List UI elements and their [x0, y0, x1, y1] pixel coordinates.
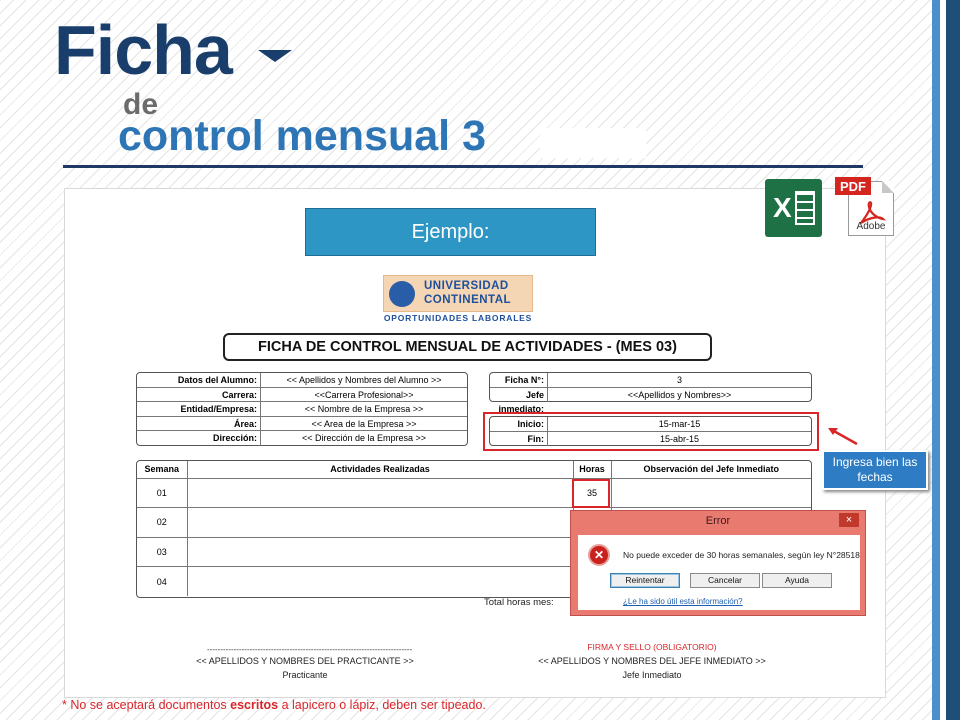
info-row — [137, 431, 467, 446]
dates-table — [489, 416, 812, 446]
intern-role: Practicante — [282, 670, 328, 680]
info-label: Entidad/Empresa: — [137, 402, 261, 416]
info-row — [490, 373, 811, 388]
week-cell: 02 — [137, 508, 187, 538]
footer-note-text-end: a lapicero o lápiz, deben ser tipeado. — [278, 698, 486, 712]
info-row — [137, 373, 467, 388]
title-divider — [63, 165, 863, 168]
arrow-icon — [826, 425, 860, 447]
pdf-badge: PDF — [835, 177, 871, 195]
error-icon: ✕ — [588, 544, 610, 566]
footer-note — [62, 698, 486, 712]
stamp-required-label: FIRMA Y SELLO (OBLIGATORIO) — [587, 642, 717, 652]
info-row — [137, 402, 467, 417]
help-link[interactable]: ¿Le ha sido útil esta información? — [623, 597, 743, 606]
footer-note-text: * No se aceptará documentos — [62, 698, 231, 712]
info-row — [490, 417, 811, 432]
activities-cell[interactable] — [187, 537, 573, 567]
activities-cell[interactable] — [187, 508, 573, 538]
total-hours-label: Total horas mes: — [484, 597, 554, 608]
info-label: Carrera: — [137, 388, 261, 402]
logo-line-1: UNIVERSIDAD — [424, 280, 509, 292]
info-row — [137, 417, 467, 432]
pdf-icon-caption: Adobe — [856, 221, 886, 232]
hours-highlight — [572, 479, 610, 508]
info-row — [490, 388, 811, 414]
university-emblem-icon — [389, 281, 415, 307]
info-label: Jefe inmediato: — [490, 388, 548, 403]
slide-title-connector: de — [123, 88, 159, 121]
intern-name-placeholder: << APELLIDOS Y NOMBRES DEL PRACTICANTE >> — [196, 656, 414, 666]
week-cell: 04 — [137, 567, 187, 597]
chevron-down-icon — [258, 50, 292, 62]
ficha-info-table — [489, 372, 812, 414]
info-row — [137, 388, 467, 403]
error-message: No puede exceder de 30 horas semanales, según ley N°28518 — [623, 550, 860, 560]
info-value[interactable]: << Apellidos y Nombres del Alumno >> — [286, 375, 442, 385]
info-value[interactable]: << Nombre de la Empresa >> — [304, 404, 424, 415]
info-label: Inicio: — [490, 417, 548, 431]
side-bar-dark — [946, 0, 960, 720]
column-header: Actividades Realizadas — [187, 461, 573, 478]
column-header: Observación del Jefe Inmediato — [611, 461, 811, 478]
retry-button[interactable]: Reintentar — [610, 573, 680, 588]
help-button[interactable]: Ayuda — [762, 573, 832, 588]
side-bar-accent — [932, 0, 940, 720]
boss-role: Jefe Inmediato — [622, 670, 682, 680]
dialog-title: Error — [705, 515, 731, 527]
footer-note-bold: escritos — [230, 698, 279, 712]
logo-line-2: CONTINENTAL — [424, 294, 512, 306]
info-value[interactable]: <<Carrera Profesional>> — [314, 389, 414, 400]
form-title: FICHA DE CONTROL MENSUAL DE ACTIVIDADES - (MES 03) — [223, 333, 712, 361]
title-highlight-box — [540, 128, 646, 158]
info-label: Datos del Alumno: — [137, 373, 261, 387]
start-date-value[interactable]: 15-mar-15 — [658, 419, 701, 429]
dates-callout: Ingresa bien las fechas — [822, 450, 928, 490]
logo-subtitle: OPORTUNIDADES LABORALES — [383, 313, 533, 323]
dialog-body — [578, 535, 860, 610]
slide-subtitle: control mensual 3 — [118, 112, 486, 160]
hours-cell[interactable]: 35 — [573, 478, 611, 508]
activities-cell[interactable] — [187, 478, 573, 508]
week-cell: 01 — [137, 478, 187, 508]
excel-icon[interactable] — [765, 179, 822, 237]
info-row — [490, 432, 811, 447]
error-dialog — [570, 510, 866, 616]
end-date-value[interactable]: 15-abr-15 — [659, 433, 700, 444]
info-label: Área: — [137, 417, 261, 431]
week-cell: 03 — [137, 537, 187, 567]
excel-icon-letter: X — [773, 192, 792, 223]
observation-cell[interactable] — [611, 478, 811, 508]
info-value[interactable]: << Dirección de la Empresa >> — [301, 433, 427, 444]
activities-cell[interactable] — [187, 567, 573, 597]
student-info-table — [136, 372, 468, 446]
example-label-box: Ejemplo: — [305, 208, 596, 256]
close-icon[interactable]: × — [839, 513, 859, 527]
table-row — [137, 478, 811, 508]
excel-icon-grid — [795, 191, 815, 225]
info-value[interactable]: << Area de la Empresa >> — [311, 418, 417, 429]
cancel-button[interactable]: Cancelar — [690, 573, 760, 588]
info-label: Ficha N°: — [490, 373, 548, 387]
column-header: Horas — [573, 461, 611, 478]
info-value[interactable]: <<Apellidos y Nombres>> — [627, 389, 732, 400]
column-header: Semana — [137, 461, 187, 478]
pdf-icon-fold — [882, 181, 894, 193]
university-logo — [383, 275, 533, 312]
info-label: Dirección: — [137, 431, 261, 446]
signature-line: ----------------------------------------------------------------------------- — [207, 645, 413, 654]
boss-name-placeholder: << APELLIDOS Y NOMBRES DEL JEFE INMEDIATO >> — [538, 656, 766, 666]
info-value[interactable]: 3 — [676, 375, 682, 385]
slide-title: Ficha — [54, 11, 232, 89]
info-label: Fin: — [490, 432, 548, 447]
